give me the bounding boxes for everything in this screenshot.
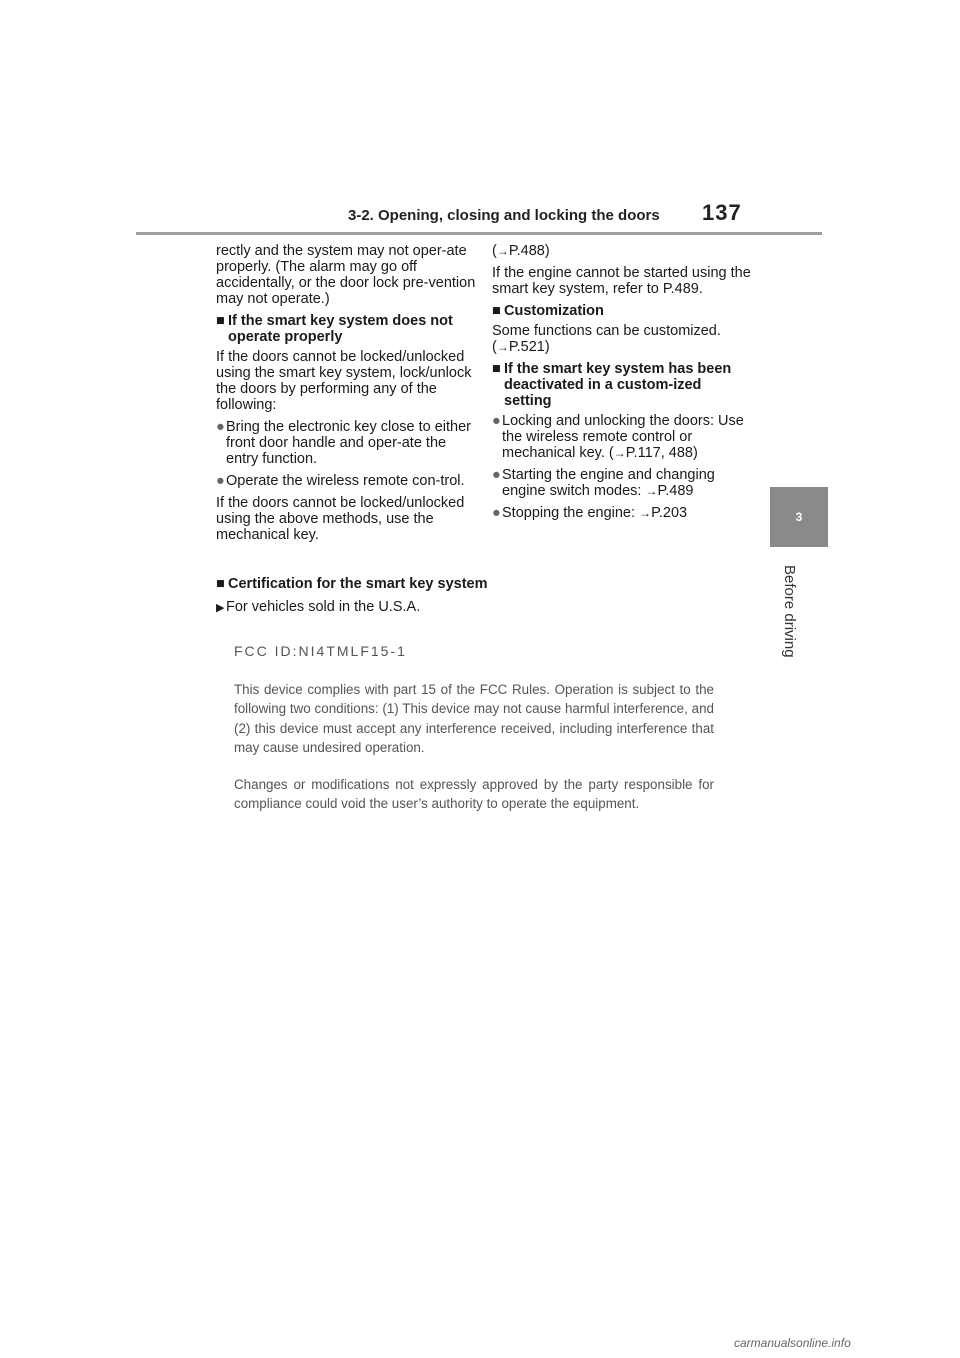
region-item [216,599,420,615]
list-item-text [502,413,752,461]
bullet-icon: ● [216,473,225,489]
page-number: 137 [702,200,742,225]
square-icon: ■ [492,303,501,319]
list-item-text [502,505,687,521]
heading-text: If the smart key system does not operate properly [228,313,453,345]
fcc-statement-text: This device complies with part 15 of the FCC Rules. Operation is subject to the following two conditions: (1) This device may not cause harmful interference, and (2) this device must accept any interference received, including interference that may cause undesired operation. [234,681,714,755]
bullet-icon: ● [492,413,501,429]
section-heading [492,361,752,409]
reference-text[interactable]: P.489 [657,483,694,499]
list-item-text-part: Locking and unlocking the doors: Use the wireless remote control or mechanical key. ( [502,413,744,461]
certification-heading [216,576,487,592]
arrow-icon: → [613,446,626,460]
bullet-icon: ● [492,467,501,483]
chapter-number: 3 [795,510,803,524]
page-reference: (→P.488) [492,243,550,259]
header-divider [136,232,822,235]
list-item [216,419,476,467]
fcc-statement [234,642,714,831]
list-item [492,467,752,499]
triangle-right-icon: ▶ [216,602,225,614]
list-item [216,473,476,489]
region-text: For vehicles sold in the U.S.A. [226,599,421,615]
reference-text[interactable]: P.203 [651,505,688,521]
chapter-label: Before driving [781,565,798,658]
section-heading [492,303,752,319]
list-item [492,413,752,461]
heading-text: Customization [504,303,604,319]
arrow-icon: → [496,244,509,258]
arrow-icon: → [496,340,509,354]
section-title: 3-2. Opening, closing and locking the doors [348,207,660,224]
paragraph: If the engine cannot be started using the smart key system, refer to P.489. [492,265,751,297]
square-icon: ■ [216,313,225,329]
paragraph-text: Some functions can be customized. [492,323,721,339]
list-item-text: Operate the wireless remote con-trol. [226,473,465,489]
paragraph: If the doors cannot be locked/unlocked using the above methods, use the mechanical key. [216,495,465,543]
paragraph: Some functions can be customized. (→P.521) [492,323,721,355]
bullet-icon: ● [492,505,501,521]
fcc-id: FCC ID:NI4TMLF15-1 [234,643,407,659]
heading-text: Certification for the smart key system [228,576,488,592]
heading-text: If the smart key system has been deactivated in a custom-ized setting [504,361,732,409]
left-column [216,243,476,549]
paragraph: If the doors cannot be locked/unlocked using the smart key system, lock/unlock the doors by performing any of the following: [216,349,472,413]
bullet-icon: ● [216,419,225,435]
list-item [492,505,752,521]
reference-text[interactable]: P.521) [508,339,550,355]
reference-text[interactable]: P.488) [508,243,550,259]
section-heading [216,313,476,345]
list-item-text-part: Starting the engine and changing engine switch modes: [502,467,715,499]
intro-text: rectly and the system may not oper-ate properly. (The alarm may go off accidentally, or the door lock pre-vention may not operate.) [216,243,476,307]
chapter-tab [770,487,828,547]
reference-text[interactable]: P.117, 488) [625,445,698,461]
arrow-icon: → [639,506,652,520]
list-item-text-part: Stopping the engine: [502,505,640,521]
list-item-text [502,467,752,499]
right-column [492,243,752,527]
fcc-statement-text: Changes or modifications not expressly approved by the party responsible for compliance could void the user’s authority to operate the equipment. [234,776,714,811]
list-item-text: Bring the electronic key close to either front door handle and oper-ate the entry function. [226,419,472,467]
arrow-icon: → [645,484,658,498]
square-icon: ■ [216,576,225,592]
watermark: carmanualsonline.info [734,1336,851,1350]
square-icon: ■ [492,361,501,377]
